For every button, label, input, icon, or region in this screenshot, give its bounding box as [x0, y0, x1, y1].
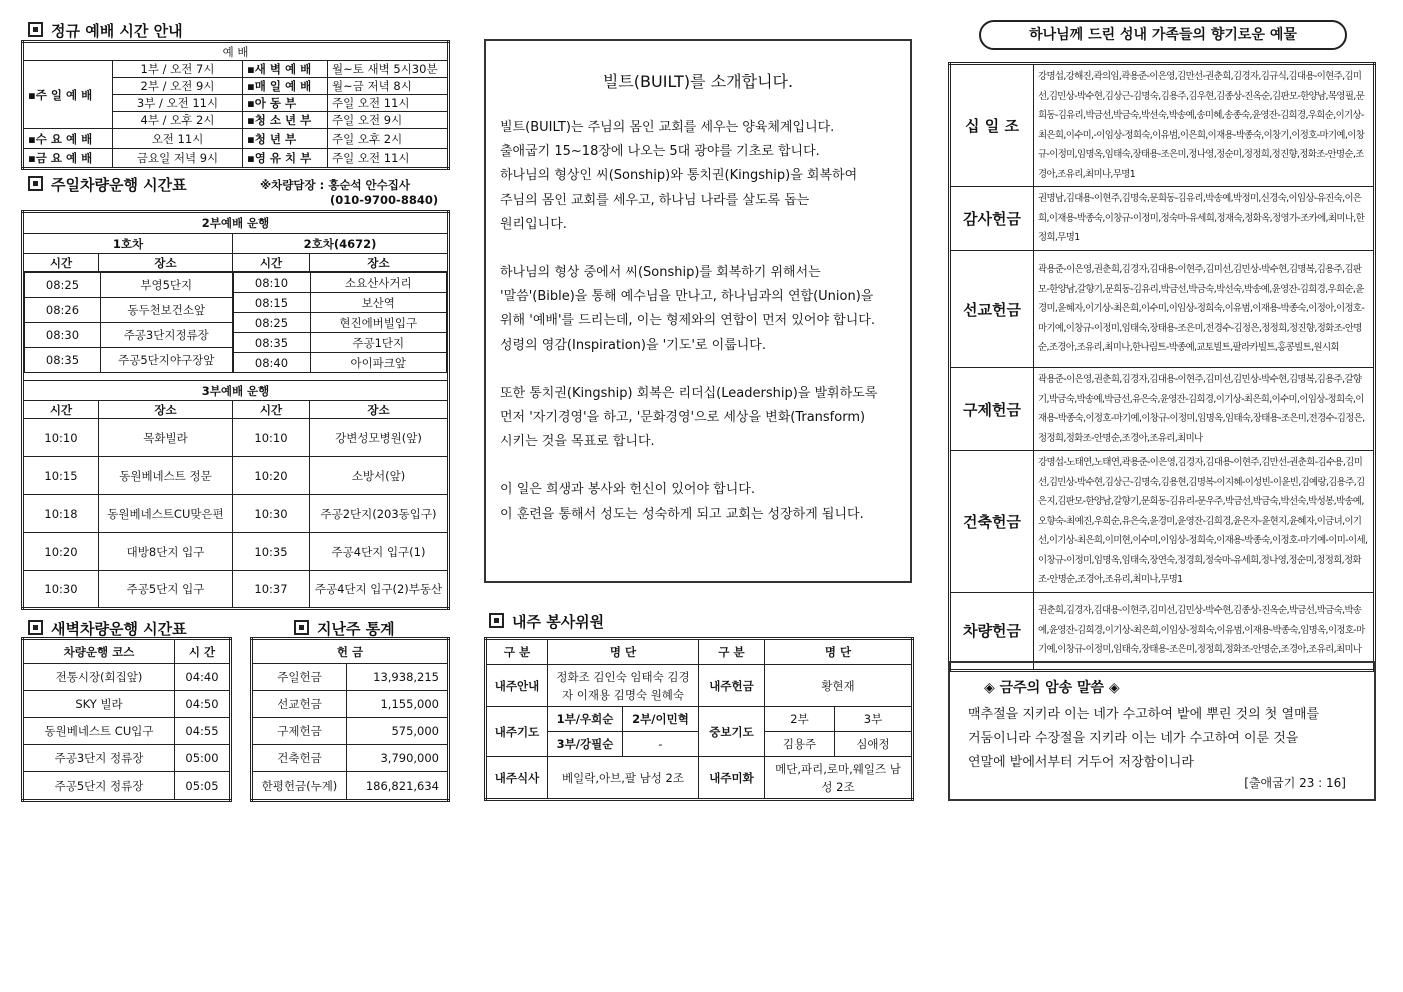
prayer-4: - — [623, 732, 699, 757]
col-div: 구 분 — [699, 639, 765, 665]
table-row: 주공5단지 정류장 — [23, 772, 175, 801]
square-bullet-icon — [28, 620, 43, 635]
table-row: 04:50 — [175, 691, 231, 718]
intercession-label: 중보기도 — [699, 706, 765, 757]
table-row: 전통시장(회집앞) — [23, 664, 175, 691]
verse-reference: [출애굽기 23 : 16] — [1244, 776, 1346, 790]
table-row: 08:25 — [25, 273, 101, 298]
offering-label: 선교헌금 — [950, 251, 1034, 368]
table-row: 10:15 — [23, 457, 99, 495]
table-row: 구제헌금 — [252, 718, 347, 745]
offering-table — [948, 62, 1376, 672]
built-paragraph: 이 일은 희생과 봉사와 헌신이 있어야 합니다. 이 훈련을 통해서 성도는 성숙하게 되고 교회는 성장하게 됩니다. — [500, 482, 864, 522]
prayer-1: 1부/우희순 — [548, 706, 623, 731]
table-row: 04:40 — [175, 664, 231, 691]
col-time: 시간 — [233, 254, 310, 272]
table-row: 1,155,000 — [347, 691, 449, 718]
table-row: 10:10 — [233, 419, 310, 457]
table-row: 10:37 — [233, 571, 310, 609]
table-row: 현진에버빌입구 — [310, 313, 447, 333]
table-row: 선교헌금 — [252, 691, 347, 718]
service-detail: 월~토 새벽 5시30분 — [328, 61, 449, 78]
built-paragraph: 빌트(BUILT)는 주님의 몸인 교회를 세우는 양육체계입니다. 출애굽기 15~18장에 나오는 5대 광야를 기초로 합니다. 하나님의 형상인 씨(Sonship)와 통치권(Kingship)을 회복하여 주님의 몸인 교회를 세우고, 하나님 나라를 살도록 돕는 원리입니다. — [500, 120, 858, 232]
table-row: 아이파크앞 — [310, 353, 447, 373]
table-row: 10:35 — [233, 533, 310, 571]
table-row: 10:10 — [23, 419, 99, 457]
car2-table — [233, 272, 448, 373]
table-row: 08:35 — [25, 348, 101, 373]
beauty-label: 내주미화 — [699, 757, 765, 800]
beauty-names: 메단,파리,로마,웨일즈 남성 2조 — [765, 757, 913, 800]
table-row: 04:55 — [175, 718, 231, 745]
table-row: 주공5단지야구장앞 — [101, 348, 233, 373]
table-row: 05:00 — [175, 745, 231, 772]
table-row: 동원베네스트CU맞은편 — [99, 495, 233, 533]
offering-title: 하나님께 드린 성내 가족들의 향기로운 예물 — [979, 20, 1347, 50]
sunday-time: 1부 / 오전 7시 — [113, 61, 243, 78]
intercession-v2: 김용주 — [765, 732, 835, 757]
car1-table — [24, 272, 233, 373]
worship-table — [21, 40, 450, 170]
table-row: 10:30 — [23, 571, 99, 609]
col-place: 장소 — [99, 254, 233, 272]
col-time: 시간 — [23, 254, 99, 272]
table-row: 부영5단지 — [101, 273, 233, 298]
table-row: 동원베네스트 CU입구 — [23, 718, 175, 745]
service-detail: 주일 오전 11시 — [328, 95, 449, 112]
table-row: 건축헌금 — [252, 745, 347, 772]
service-name: ▪영 유 치 부 — [243, 149, 328, 169]
intercession-h2: 2부 — [765, 706, 835, 731]
servants-title: 내주 봉사위원 — [489, 611, 604, 632]
offering-label: 구제헌금 — [950, 368, 1034, 451]
wed-label: ▪수 요 예 배 — [23, 129, 113, 149]
intercession-h3: 3부 — [835, 706, 913, 731]
offering-names: 곽용준-이은영,권춘희,김경자,김대용-이현주,김미선,김민상-박수현,김명복,김용주,갈향기,박금숙,박송예,박금선,유은숙,윤영잔-김희경,이기상-최은희,이수미,이임상-정희숙,이재용-박종숙,이정호-마기예,이창규-이정미,임명옥,임태숙,장태용-조은미,전경수-김정은,정정희,정화조-안명순,조경아,조유리,최미나 — [1034, 368, 1375, 451]
table-row: 목화빌라 — [99, 419, 233, 457]
sunday-time: 2부 / 오전 9시 — [113, 78, 243, 95]
col-time: 시 간 — [175, 639, 231, 664]
offering-label: 건축헌금 — [950, 451, 1034, 593]
col-place: 장소 — [99, 401, 233, 419]
col-place: 장소 — [310, 254, 449, 272]
table-row: 주공3단지정류장 — [101, 323, 233, 348]
fri-label: ▪금 요 예 배 — [23, 149, 113, 169]
offering-label: 내주헌금 — [699, 665, 765, 707]
verse-box — [948, 661, 1376, 801]
table-row: SKY 빌라 — [23, 691, 175, 718]
service-detail: 월~금 저녁 8시 — [328, 78, 449, 95]
fri-time: 금요일 저녁 9시 — [113, 149, 243, 169]
col-name: 명 단 — [548, 639, 699, 665]
offering-label: 감사헌금 — [950, 187, 1034, 251]
stats-title: 지난주 통계 — [294, 618, 395, 639]
offering-names: 황현재 — [765, 665, 913, 707]
table-row: 10:18 — [23, 495, 99, 533]
car2-header: 2호차(4672) — [233, 234, 449, 254]
service-name: ▪청 소 년 부 — [243, 112, 328, 129]
built-paragraph: 또한 통치권(Kingship) 회복은 리더십(Leadership)을 발휘하도록 먼저 '자기경영'을 하고, '문화경영'으로 세상을 변화(Transform) 시키는 것을 목표로 합니다. — [500, 385, 878, 450]
prayer-label: 내주기도 — [486, 706, 548, 757]
col-place: 장소 — [310, 401, 449, 419]
dawn-bus-table — [21, 637, 232, 802]
offering-names: 권춘희,김경자,김대용-이현주,김미선,김민상-박수현,김종상-진옥순,박금선,박금숙,박송예,윤영잔-김희경,이기상-최은희,이임상-정희숙,이유범,이재용-박종숙,임명옥,이정호-마기예,이창규-이정미,임태숙,장태용-조은미,정정희,정화조-안명순,조경아,조유리,최미나 — [1034, 592, 1375, 670]
worship-header: 예 배 — [23, 42, 449, 61]
table-row: 186,821,634 — [347, 772, 449, 801]
offering-names: 권명남,김대용-이현주,김명숙,문희동-김유리,박송예,박정미,신경숙,이임상-유진숙,이은희,이재용-박종숙,이창규-이정미,정숙마-유세희,정재숙,정화옥,정영가-조카에,최미나,한정희,무명1 — [1034, 187, 1375, 251]
table-row: 10:20 — [23, 533, 99, 571]
square-bullet-icon — [489, 613, 504, 628]
service-name: ▪아 동 부 — [243, 95, 328, 112]
service-name: ▪청 년 부 — [243, 129, 328, 149]
prayer-3: 3부/강필순 — [548, 732, 623, 757]
meal-label: 내주식사 — [486, 757, 548, 800]
meal-names: 베일락,아브,팔 남성 2조 — [548, 757, 699, 800]
table-row: 10:20 — [233, 457, 310, 495]
stats-table — [250, 637, 450, 802]
sunday-label: ▪주 일 예 배 — [23, 61, 113, 129]
built-title: 빌트(BUILT)를 소개합니다. — [602, 72, 794, 91]
table-row: 주공2단지(203동입구) — [310, 495, 449, 533]
service-detail: 주일 오전 11시 — [328, 149, 449, 169]
built-box — [484, 39, 912, 583]
square-bullet-icon — [28, 22, 43, 37]
intercession-v3: 심애정 — [835, 732, 913, 757]
sunday-bus-title: 주일차량운행 시간표 — [28, 174, 187, 195]
offering-label: 차량헌금 — [950, 592, 1034, 670]
service-detail: 주일 오후 2시 — [328, 129, 449, 149]
sunday-bus-table — [21, 210, 450, 610]
table-row: 08:25 — [233, 313, 310, 333]
table-row: 대방8단지 입구 — [99, 533, 233, 571]
bus-manager-phone: (010-9700-8840) — [330, 193, 439, 207]
square-bullet-icon — [28, 176, 43, 191]
table-row: 강변성모병원(앞) — [310, 419, 449, 457]
table-row: 동원베네스트 정문 — [99, 457, 233, 495]
col-time: 시간 — [233, 401, 310, 419]
bus-manager: ※차량담장 : 홍순석 안수집사 — [260, 178, 410, 192]
table-row: 주공1단지 — [310, 333, 447, 353]
offering-names: 강명섭,강해진,곽의임,곽용준-이은영,김만선-권춘희,김경자,김규식,김대용-이현주,김미선,김민상-박수현,김상근-김명숙,김용주,김우현,김종상-진옥순,김판모-한양남,목영필,문희동-김유리,박금선,박금숙,박선숙,박송예,송미혜,송종숙,윤영잔-김희경,우희순,이기상-최은희,이수미,-이임상-정희숙,이유범,이은희,이재용-박종숙,이창기,이정호-마기예,이창규-이정미,임명옥,임태숙,장태용-조은미,정나영,정순미,정정희,정진향,정화조-안명순,조경아,조유리,최미나,무명1 — [1034, 64, 1375, 187]
servants-table — [484, 637, 914, 801]
service-name: ▪매 일 예 배 — [243, 78, 328, 95]
table-row: 주공5단지 입구 — [99, 571, 233, 609]
table-row: 08:30 — [25, 323, 101, 348]
verse-text: 맥추절을 지키라 이는 네가 수고하여 밭에 뿌린 것의 첫 열매를 거둠이니라 수장절을 지키라 이는 네가 수고하여 이룬 것을 연말에 밭에서부터 거두어 저장함이니라 — [968, 707, 1320, 770]
table-row: 08:10 — [233, 273, 310, 293]
table-row: 주일헌금 — [252, 664, 347, 691]
verse-title: ◈ 금주의 암송 말씀 ◈ — [984, 680, 1120, 696]
square-bullet-icon — [294, 620, 309, 635]
service-detail: 주일 오전 9시 — [328, 112, 449, 129]
table-row: 소요산사거리 — [310, 273, 447, 293]
table-row: 소방서(앞) — [310, 457, 449, 495]
worship-section-title: 정규 예배 시간 안내 — [28, 20, 183, 41]
stats-header: 헌 금 — [252, 639, 449, 664]
table-row: 주공4단지 입구(2)부동산 — [310, 571, 449, 609]
table-row: 한평헌금(누계) — [252, 772, 347, 801]
service3-title: 3부예배 운행 — [23, 381, 449, 401]
table-row: 05:05 — [175, 772, 231, 801]
dawn-bus-title: 새벽차량운행 시간표 — [28, 618, 187, 639]
table-row: 동두천보건소앞 — [101, 298, 233, 323]
offering-names: 곽용준-이은영,권춘희,김경자,김대용-이현주,김미선,김민상-박수현,김명복,김용주,김판모-한양남,갈향기,문희동-김유리,박금선,박금숙,박선숙,박송예,윤영잔-김희경,우희순,윤경미,윤혜자,이기상-최은희,이수미,이임상-정희숙,이유범,이재용-박종숙,이정아,이정호-마기예,이창규-이정미,임태숙,장태용-조은미,전경수-김정은,정정희,정진향,정화조-안명순,조경아,조유리,최미나,한나림트-박종예,교토빌트,팔라카빌트,홍콩빌트,원시회 — [1034, 251, 1375, 368]
col-div: 구 분 — [486, 639, 548, 665]
table-row: 08:15 — [233, 293, 310, 313]
table-row: 13,938,215 — [347, 664, 449, 691]
sunday-time: 4부 / 오후 2시 — [113, 112, 243, 129]
guide-label: 내주안내 — [486, 665, 548, 707]
car1-header: 1호차 — [23, 234, 233, 254]
table-row: 10:30 — [233, 495, 310, 533]
col-course: 차량운행 코스 — [23, 639, 175, 664]
table-row: 주공3단지 정류장 — [23, 745, 175, 772]
table-row: 08:40 — [233, 353, 310, 373]
wed-time: 오전 11시 — [113, 129, 243, 149]
prayer-2: 2부/이민혁 — [623, 706, 699, 731]
built-body — [486, 116, 910, 527]
guide-names: 정화조 김인숙 임태숙 김경자 이재용 김명숙 원혜숙 — [548, 665, 699, 707]
table-row: 3,790,000 — [347, 745, 449, 772]
offering-label: 십 일 조 — [950, 64, 1034, 187]
table-row: 08:26 — [25, 298, 101, 323]
table-row: 575,000 — [347, 718, 449, 745]
table-row: 보산역 — [310, 293, 447, 313]
table-row: 08:35 — [233, 333, 310, 353]
service2-title: 2부예배 운행 — [23, 212, 449, 234]
offering-names: 강명섭-노태연,노태연,곽용준-이은영,김경자,김대용-이현주,김만선-권춘희-김수용,김미선,김민상-박수현,김상근-김명숙,김용현,김명복-이지혜-이성빈-이윤빈,김예랑,김용주,김은지,김판모-한양남,갈향기,문희동-김유리-문우주,박금선,박금숙,박선숙,박성봉,박송예,오향숙-최예진,우희순,유은숙,윤경미,윤영잔-김희경,윤은자-윤현지,윤혜자,이금녀,이기선,이기상-최은희,이미현,이수미,이임상-정희숙,이재용-박종숙,이정호-마기예-이미-이세,이창규-이정미,임명옥,임태숙,장연숙,정경희,정숙마-유세희,정나영,정순미,정정희,정화조-안명순,조경아,조유리,최미나,무명1 — [1034, 451, 1375, 593]
col-time: 시간 — [23, 401, 99, 419]
table-row: 주공4단지 입구(1) — [310, 533, 449, 571]
col-name: 명 단 — [765, 639, 913, 665]
service-name: ▪새 벽 예 배 — [243, 61, 328, 78]
built-paragraph: 하나님의 형상 중에서 씨(Sonship)를 회복하기 위해서는 '말씀'(Bible)을 통해 예수님을 만나고, 하나님과의 연합(Union)을 위해 '예배'를 드리는데, 이는 형제와의 연합이 먼저 있어야 합니다. 성령의 영감(Inspiration)을 '기도'로 이룹니다. — [500, 265, 875, 353]
sunday-time: 3부 / 오전 11시 — [113, 95, 243, 112]
